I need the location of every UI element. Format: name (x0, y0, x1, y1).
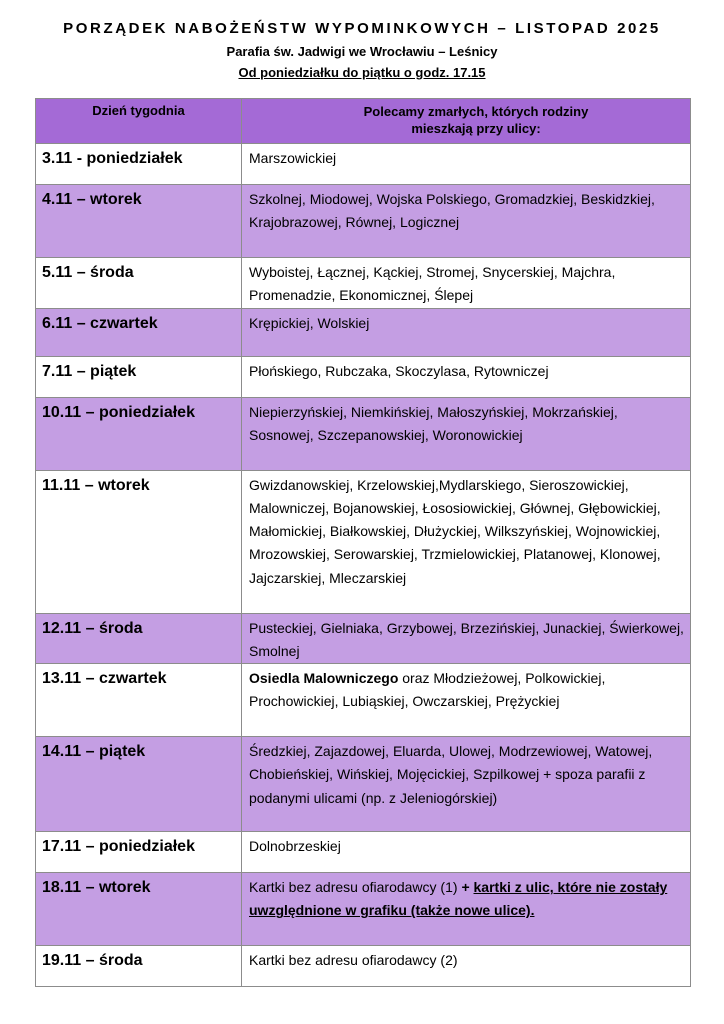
column-header-day: Dzień tygodnia (36, 99, 242, 144)
day-cell: 14.11 – piątek (36, 737, 242, 832)
streets-cell: Niepierzyńskiej, Niemkińskiej, Małoszyńskiej, Mokrzańskiej, Sosnowej, Szczepanowskiej, Woronowickiej (242, 397, 691, 470)
day-cell: 17.11 – poniedziałek (36, 832, 242, 873)
table-header-row (36, 99, 691, 144)
streets-text: oraz Młodzieżowej, Polkowickiej, Prochowickiej, Lubiąskiej, Owczarskiej, Prężyckiej (249, 670, 606, 710)
plus-sign: + (461, 879, 470, 896)
column-header-streets-line1: Polecamy zmarłych, których rodziny (363, 104, 589, 119)
table-row (36, 613, 691, 664)
day-cell: 5.11 – środa (36, 258, 242, 309)
column-header-streets (242, 99, 691, 144)
streets-cell: Krępickiej, Wolskiej (242, 308, 691, 356)
streets-cell: Gwizdanowskiej, Krzelowskiej,Mydlarskiego, Sieroszowickiej, Malowniczej, Bojanowskiej, Łososiowickiej, Głównej, Głębowickiej, Małomickiej, Białkowskiej, Dłużyckiej, Wilkszyńskiej, Wojnowickiej, Mrozowskiej, Serowarskiej, Trzmielowickiej, Platanowej, Klonowej, Jajczarskiej, Mleczarskiej (242, 470, 691, 613)
streets-text: Kartki bez adresu ofiarodawcy (1) (249, 879, 462, 896)
streets-cell: Marszowickiej (242, 144, 691, 185)
streets-bold-text: Osiedla Malowniczego (249, 670, 399, 687)
streets-cell: Kartki bez adresu ofiarodawcy (2) (242, 946, 691, 987)
table-row (36, 873, 691, 946)
streets-cell: Szkolnej, Miodowej, Wojska Polskiego, Gromadzkiej, Beskidzkiej, Krajobrazowej, Równej, Logicznej (242, 185, 691, 258)
day-cell: 6.11 – czwartek (36, 308, 242, 356)
table-row (36, 185, 691, 258)
day-cell: 3.11 - poniedziałek (36, 144, 242, 185)
streets-cell: Średzkiej, Zajazdowej, Eluarda, Ulowej, Modrzewiowej, Watowej, Chobieńskiej, Wińskiej, Mojęcickiej, Szpilkowej + spoza parafii z podanymi ulicami (np. z Jeleniogórskiej) (242, 737, 691, 832)
table-row (36, 832, 691, 873)
streets-cell: Wyboistej, Łącznej, Kąckiej, Stromej, Snycerskiej, Majchra, Promenadzie, Ekonomicznej, Ślepej (242, 258, 691, 309)
table-row (36, 308, 691, 356)
day-cell: 7.11 – piątek (36, 356, 242, 397)
streets-cell (242, 664, 691, 737)
day-cell: 12.11 – środa (36, 613, 242, 664)
table-row (36, 258, 691, 309)
schedule-note: Od poniedziałku do piątku o godz. 17.15 (238, 65, 486, 80)
day-cell: 10.11 – poniedziałek (36, 397, 242, 470)
day-cell: 4.11 – wtorek (36, 185, 242, 258)
streets-cell (242, 873, 691, 946)
table-row (36, 946, 691, 987)
streets-cell: Pusteckiej, Gielniaka, Grzybowej, Brzezińskiej, Junackiej, Świerkowej, Smolnej (242, 613, 691, 664)
streets-bold-text: kartki z ulic, które nie zostały uwzględnione w grafiku (także nowe ulice). (249, 879, 668, 919)
day-cell: 19.11 – środa (36, 946, 242, 987)
day-cell: 13.11 – czwartek (36, 664, 242, 737)
table-row (36, 356, 691, 397)
table-row (36, 470, 691, 613)
page-title: PORZĄDEK NABOŻEŃSTW WYPOMINKOWYCH – LISTOPAD 2025 (63, 20, 661, 37)
day-cell: 18.11 – wtorek (36, 873, 242, 946)
table-row (36, 664, 691, 737)
day-cell: 11.11 – wtorek (36, 470, 242, 613)
schedule-table (35, 98, 691, 987)
column-header-streets-line2: mieszkają przy ulicy: (411, 121, 541, 136)
streets-cell: Płońskiego, Rubczaka, Skoczylasa, Rytowniczej (242, 356, 691, 397)
table-row (36, 737, 691, 832)
parish-name: Parafia św. Jadwigi we Wrocławiu – Leśnicy (226, 44, 498, 59)
table-row (36, 397, 691, 470)
table-row (36, 144, 691, 185)
streets-cell: Dolnobrzeskiej (242, 832, 691, 873)
